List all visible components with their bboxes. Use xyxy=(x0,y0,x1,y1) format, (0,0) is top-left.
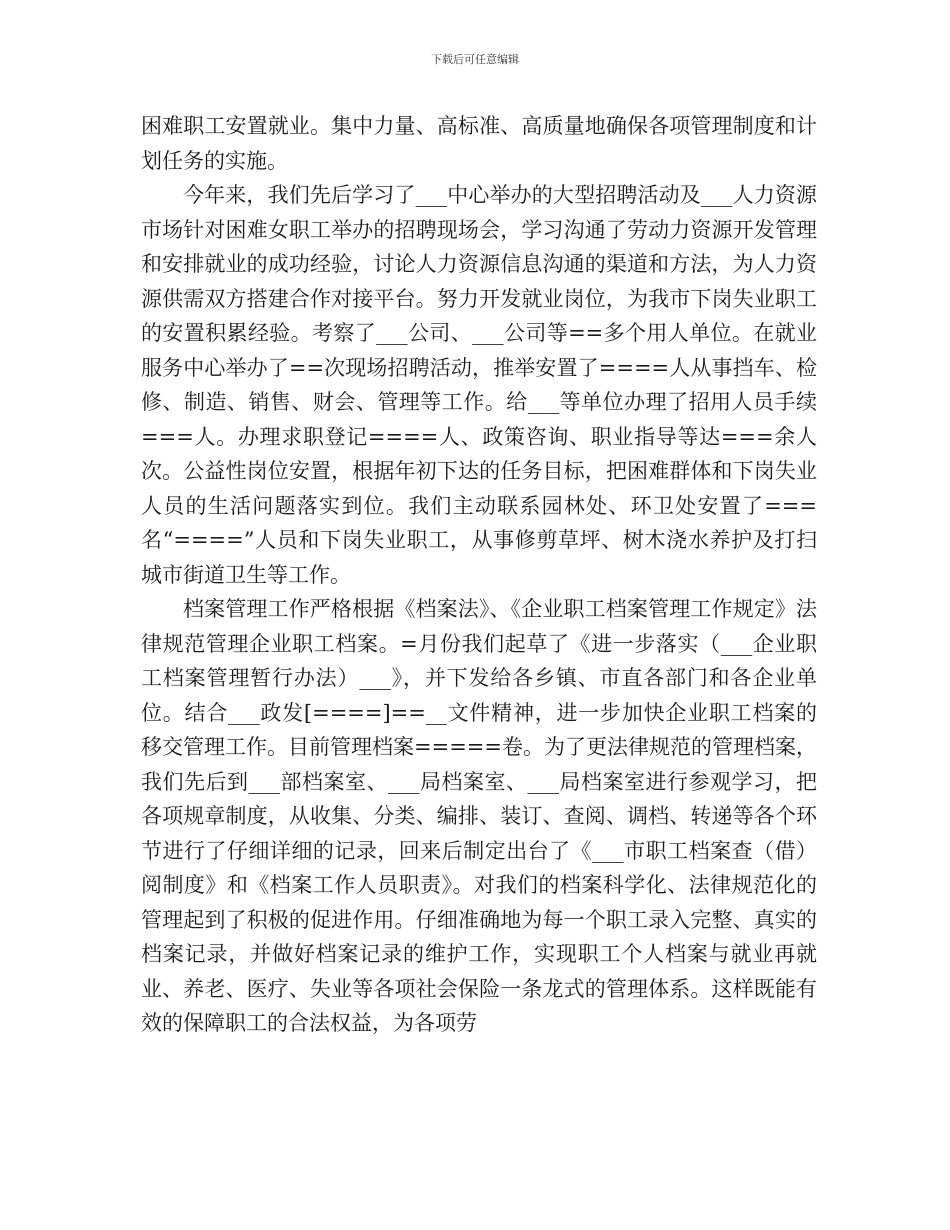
page-header-note: 下载后可任意编辑 xyxy=(431,53,519,66)
paragraph-recruitment: 今年来，我们先后学习了___中心举办的大型招聘活动及___人力资源市场针对困难女职工举办的招聘现场会，学习沟通了劳动力资源开发管理和安排就业的成功经验，讨论人力资源信息沟通的渠道和方法，为人力资源供需双方搭建合作对接平台。努力开发就业岗位，为我市下岗失业职工的安置积累经验。考察了___公司、___公司等==多个用人单位。在就业服务中心举办了==次现场招聘活动，推举安置了====人从事挡车、检修、制造、销售、财会、管理等工作。给___等单位办理了招用人员手续===人。办理求职登记====人、政策咨询、职业指导等达===余人次。公益性岗位安置，根据年初下达的任务目标，把困难群体和下岗失业人员的生活问题落实到位。我们主动联系园林处、环卫处安置了===名“====”人员和下岗失业职工，从事修剪草坪、树木浇水养护及打扫城市街道卫生等工作。 xyxy=(141,183,817,587)
paragraph-continuation: 困难职工安置就业。集中力量、高标准、高质量地确保各项管理制度和计划任务的实施。 xyxy=(141,114,817,173)
paragraph-archive-management: 档案管理工作严格根据《档案法》、《企业职工档案管理工作规定》法律规范管理企业职工档案。=月份我们起草了《进一步落实（___企业职工档案管理暂行办法）___》，并下发给各乡镇、市直各部门和各企业单位。结合___政发[====]==__文件精神，进一步加快企业职工档案的移交管理工作。目前管理档案=====卷。为了更法律规范的管理档案，我们先后到___部档案室、___局档案室、___局档案室进行参观学习，把各项规章制度，从收集、分类、编排、装订、查阅、调档、转递等各个环节进行了仔细详细的记录，回来后制定出台了《___市职工档案查（借）阅制度》和《档案工作人员职责》。对我们的档案科学化、法律规范化的管理起到了积极的促进作用。仔细准确地为每一个职工录入完整、真实的档案记录，并做好档案记录的维护工作，实现职工个人档案与就业再就业、养老、医疗、失业等各项社会保险一条龙式的管理体系。这样既能有效的保障职工的合法权益，为各项劳 xyxy=(141,597,817,1035)
document-body xyxy=(141,109,817,1041)
